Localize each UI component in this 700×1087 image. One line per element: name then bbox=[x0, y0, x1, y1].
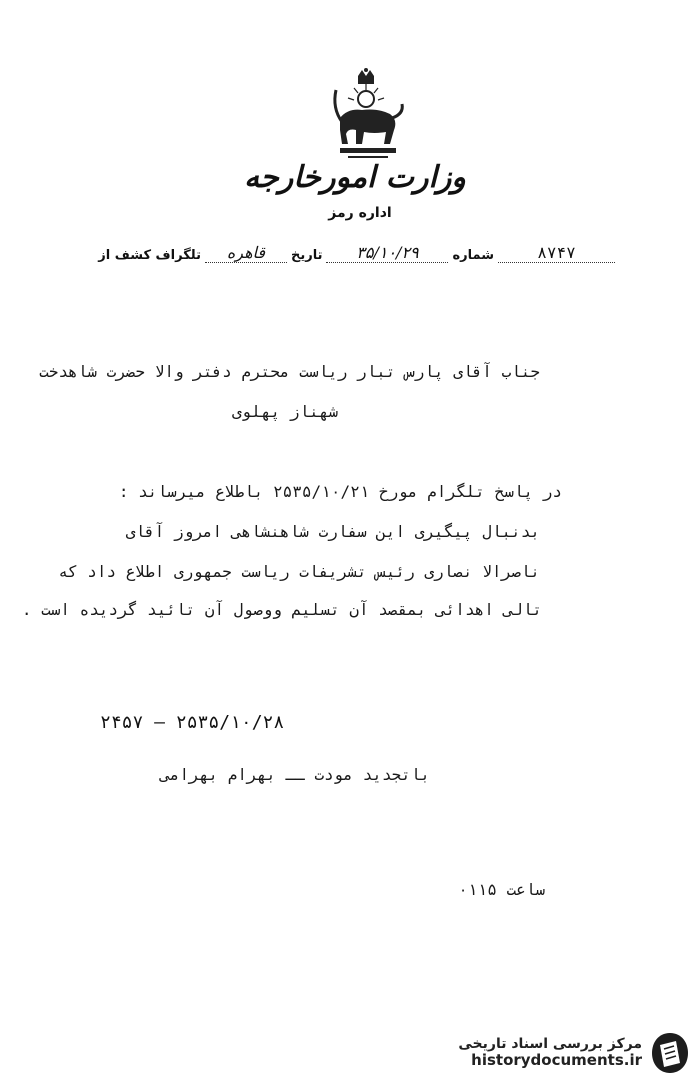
lion-and-sun-emblem bbox=[318, 68, 414, 168]
watermark-text bbox=[458, 1036, 642, 1069]
number-label: شماره bbox=[452, 248, 494, 263]
body-line-1: در پاسخ تلگرام مورخ ۲۵۳۵/۱۰/۲۱ باطلاع میرساند : bbox=[118, 482, 562, 501]
sender-signature: باتجدید مودت ــ بهرام بهرامی bbox=[160, 765, 430, 784]
body-line-2: بدنبال پیگیری این سفارت شاهنشاهی امروز آقای bbox=[125, 522, 540, 541]
document-archive-icon bbox=[650, 1031, 690, 1075]
number-field: ۸۷۴۷ bbox=[498, 243, 615, 263]
watermark-logo bbox=[458, 1031, 690, 1075]
body-line-3: ناصرالا نصاری رئیس تشریفات ریاست جمهوری اطلاع داد که bbox=[58, 562, 540, 581]
addressee-line-1: جناب آقای پارس تبار ریاست محترم دفتر والا حضرت شاهدخت bbox=[39, 362, 540, 381]
watermark-site: historydocuments.ir bbox=[471, 1051, 642, 1070]
time-stamp: ساعت ۰۱۱۵ bbox=[458, 880, 545, 899]
telegram-from-label: تلگراف کشف از bbox=[98, 248, 201, 263]
body-line-4: تالی اهدائی بمقصد آن تسلیم ووصول آن تائید گردیده است . bbox=[21, 600, 542, 619]
date-label: تاریخ bbox=[290, 248, 323, 263]
addressee-line-2: شهناز پهلوی bbox=[232, 402, 338, 421]
telegram-header bbox=[98, 243, 615, 263]
date-field: ۳۵/۱۰/۲۹ bbox=[326, 243, 448, 263]
ministry-title: وزارت امورخارجه bbox=[244, 160, 466, 195]
reference-number: ۲۴۵۷ — ۲۵۳۵/۱۰/۲۸ bbox=[100, 712, 285, 733]
watermark-title: مرکز بررسی اسناد تاریخی bbox=[458, 1036, 642, 1053]
from-place-field: قاهره bbox=[205, 243, 287, 263]
department-name: اداره رمز bbox=[328, 205, 392, 221]
